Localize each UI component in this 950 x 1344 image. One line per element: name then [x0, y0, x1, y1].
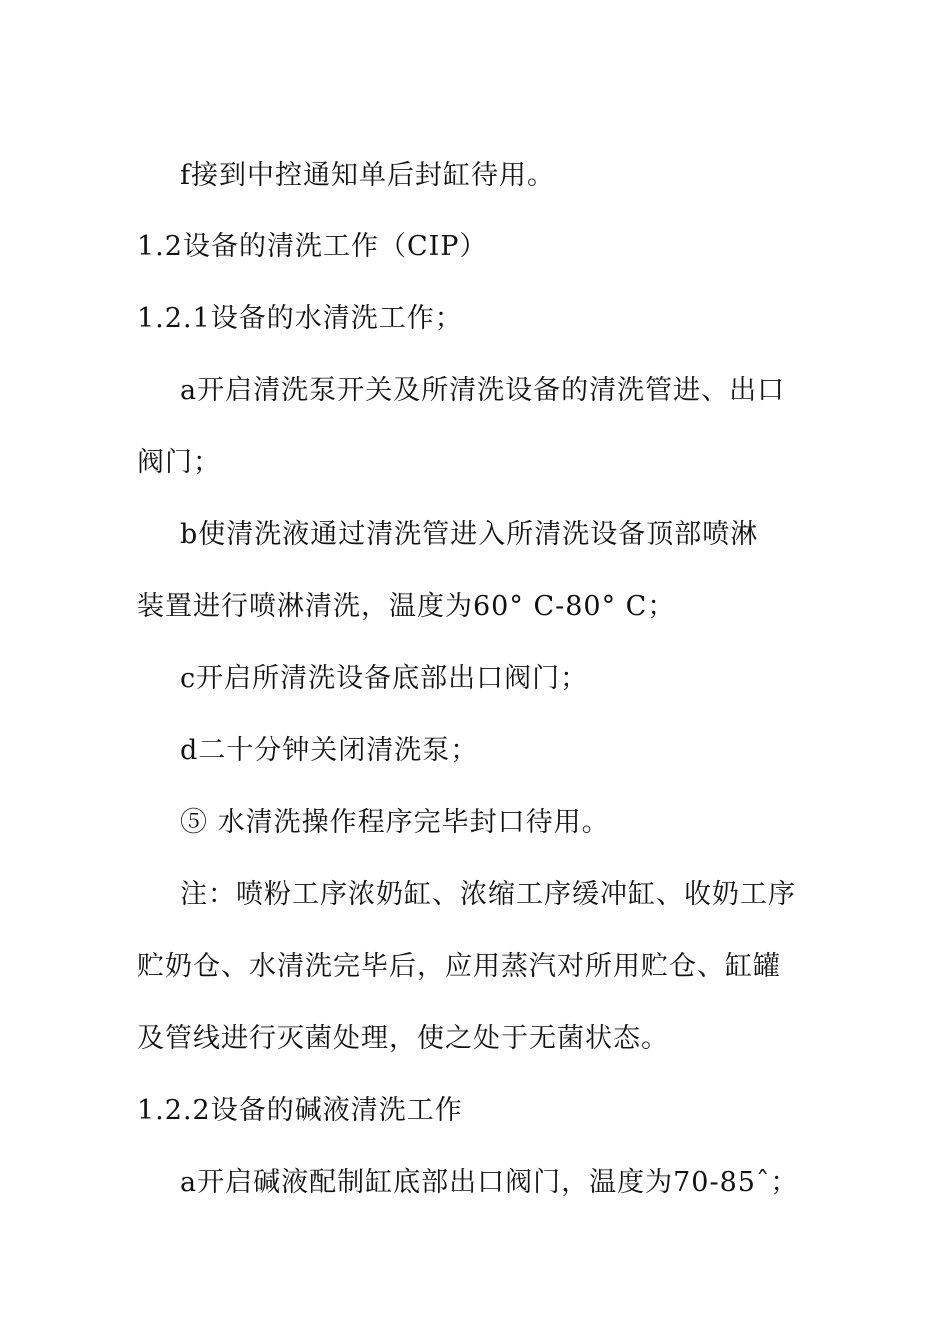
note-line: 注：喷粉工序浓奶缸、浓缩工序缓冲缸、收奶工序 [180, 879, 796, 910]
section-heading: 1.2设备的清洗工作（CIP） [137, 231, 488, 262]
note-line: 贮奶仓、水清洗完毕后，应用蒸汽对所用贮仓、缸罐 [137, 951, 781, 982]
paragraph-line: b使清洗液通过清洗管进入所清洗设备顶部喷淋 [180, 519, 759, 550]
subsection-heading: 1.2.2设备的碱液清洗工作 [137, 1095, 463, 1126]
subsection-heading: 1.2.1设备的水清洗工作； [137, 303, 463, 334]
paragraph-line: a开启碱液配制缸底部出口阀门，温度为70-85ˆ； [180, 1167, 799, 1198]
paragraph-line: 装置进行喷淋清洗，温度为60° C-80° C； [137, 591, 676, 622]
paragraph-line: f接到中控通知单后封缸待用。 [180, 160, 555, 191]
note-line: 及管线进行灭菌处理，使之处于无菌状态。 [137, 1023, 669, 1054]
paragraph-line: a开启清洗泵开关及所清洗设备的清洗管进、出口 [180, 375, 786, 406]
paragraph-line: d二十分钟关闭清洗泵； [180, 735, 479, 766]
paragraph-line: 阀门； [137, 447, 221, 478]
paragraph-line: c开启所清洗设备底部出口阀门； [180, 663, 589, 694]
paragraph-line: ⑤ 水清洗操作程序完毕封口待用。 [180, 807, 610, 838]
